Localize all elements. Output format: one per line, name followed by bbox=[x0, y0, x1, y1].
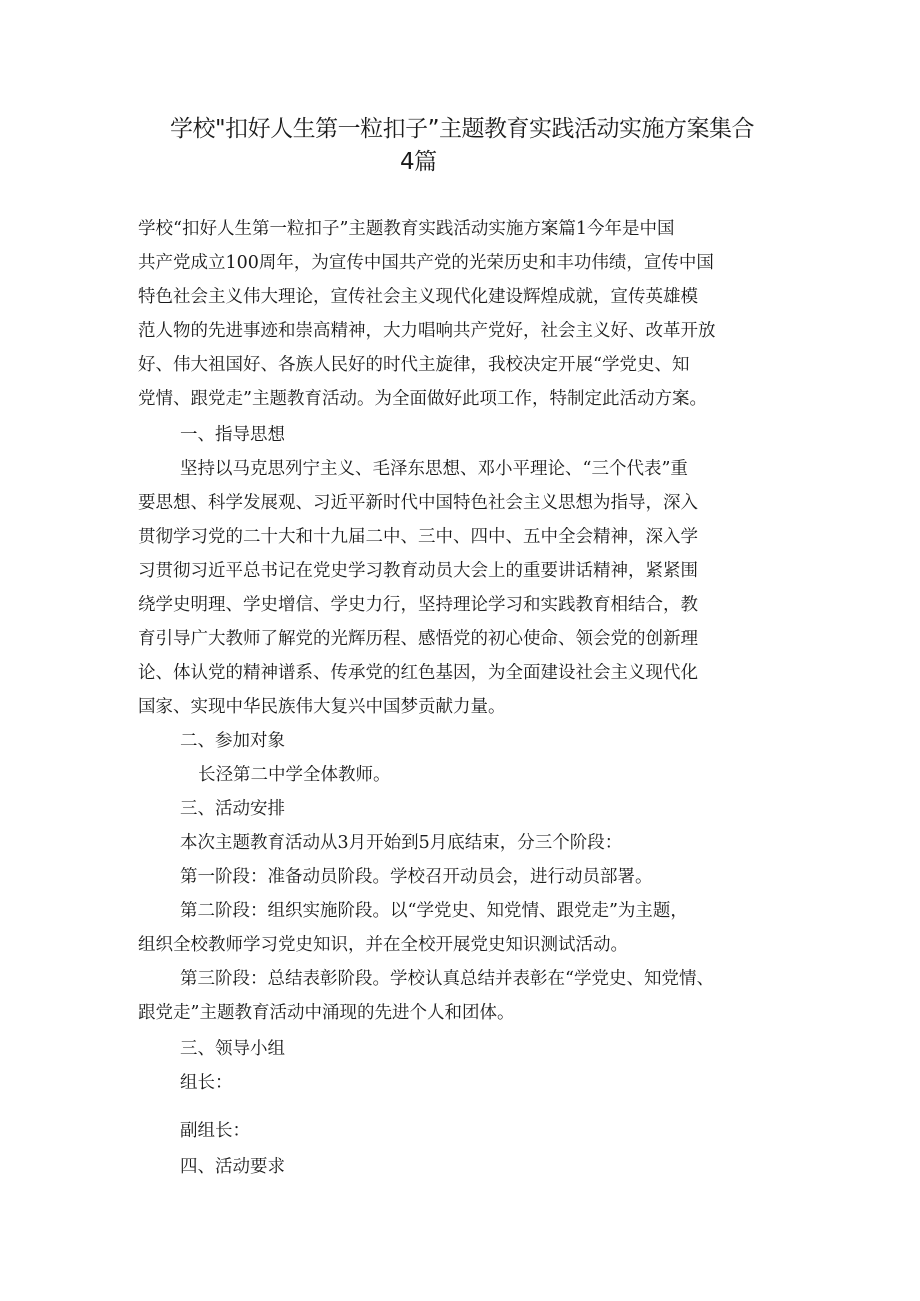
paragraph-line: 习贯彻习近平总书记在党史学习教育动员大会上的重要讲话精神，紧紧围 bbox=[138, 561, 698, 581]
schedule-intro: 本次主题教育活动从3月开始到5月底结束，分三个阶段： bbox=[180, 833, 623, 853]
paragraph-line: 要思想、科学发展观、习近平新时代中国特色社会主义思想为指导，深入 bbox=[138, 493, 698, 513]
paragraph-line: 跟党走”主题教育活动中涌现的先进个人和团体。 bbox=[138, 1003, 515, 1023]
intro-line: 好、伟大祖国好、各族人民好的时代主旋律，我校决定开展“学党史、知 bbox=[138, 355, 690, 375]
section-heading: 三、活动安排 bbox=[180, 799, 285, 819]
intro-line: 共产党成立100周年，为宣传中国共产党的光荣历史和丰功伟绩，宣传中国 bbox=[138, 253, 714, 273]
title-line-1: 学校"扣好人生第一粒扣子”主题教育实践活动实施方案集合 bbox=[170, 116, 754, 142]
guiding-thought-paragraph bbox=[138, 452, 698, 724]
section-heading: 二、参加对象 bbox=[180, 731, 285, 751]
intro-line: 特色社会主义伟大理论，宣传社会主义现代化建设辉煌成就，宣传英雄模 bbox=[138, 287, 698, 307]
intro-line: 党情、跟党走”主题教育活动。为全面做好此项工作，特制定此活动方案。 bbox=[138, 389, 707, 409]
intro-line: 学校“扣好人生第一粒扣子”主题教育实践活动实施方案篇1今年是中国 bbox=[138, 219, 675, 239]
paragraph-line: 第三阶段：总结表彰阶段。学校认真总结并表彰在“学党史、知党情、 bbox=[180, 969, 714, 989]
paragraph-line: 贯彻学习党的二十大和十九届二中、三中、四中、五中全会精神，深入学 bbox=[138, 527, 698, 547]
document-title bbox=[170, 113, 810, 179]
title-line-2: 4篇 bbox=[400, 149, 437, 175]
deputy-leader-label: 副组长： bbox=[180, 1121, 250, 1141]
section-heading: 三、领导小组 bbox=[180, 1039, 285, 1059]
stage-3-paragraph bbox=[138, 962, 714, 1030]
stage-1-text: 第一阶段：准备动员阶段。学校召开动员会，进行动员部署。 bbox=[180, 867, 653, 887]
section-heading: 一、指导思想 bbox=[180, 425, 285, 445]
paragraph-line: 绕学史明理、学史增信、学史力行，坚持理论学习和实践教育相结合，教 bbox=[138, 595, 698, 615]
intro-paragraph bbox=[138, 212, 716, 416]
leader-label: 组长： bbox=[180, 1073, 233, 1093]
paragraph-line: 第二阶段：组织实施阶段。以“学党史、知党情、跟党走”为主题， bbox=[180, 901, 688, 921]
paragraph-line: 组织全校教师学习党史知识，并在全校开展党史知识测试活动。 bbox=[138, 935, 628, 955]
paragraph-line: 育引导广大教师了解党的光辉历程、感悟党的初心使命、领会党的创新理 bbox=[138, 629, 698, 649]
paragraph-line: 国家、实现中华民族伟大复兴中国梦贡献力量。 bbox=[138, 697, 506, 717]
participants-text: 长泾第二中学全体教师。 bbox=[198, 765, 391, 785]
paragraph-line: 坚持以马克思列宁主义、毛泽东思想、邓小平理论、“三个代表”重 bbox=[180, 459, 688, 479]
intro-line: 范人物的先进事迹和崇高精神，大力唱响共产党好，社会主义好、改革开放 bbox=[138, 321, 716, 341]
paragraph-line: 论、体认党的精神谱系、传承党的红色基因，为全面建设社会主义现代化 bbox=[138, 663, 698, 683]
stage-2-paragraph bbox=[138, 894, 688, 962]
section-heading: 四、活动要求 bbox=[180, 1157, 285, 1177]
